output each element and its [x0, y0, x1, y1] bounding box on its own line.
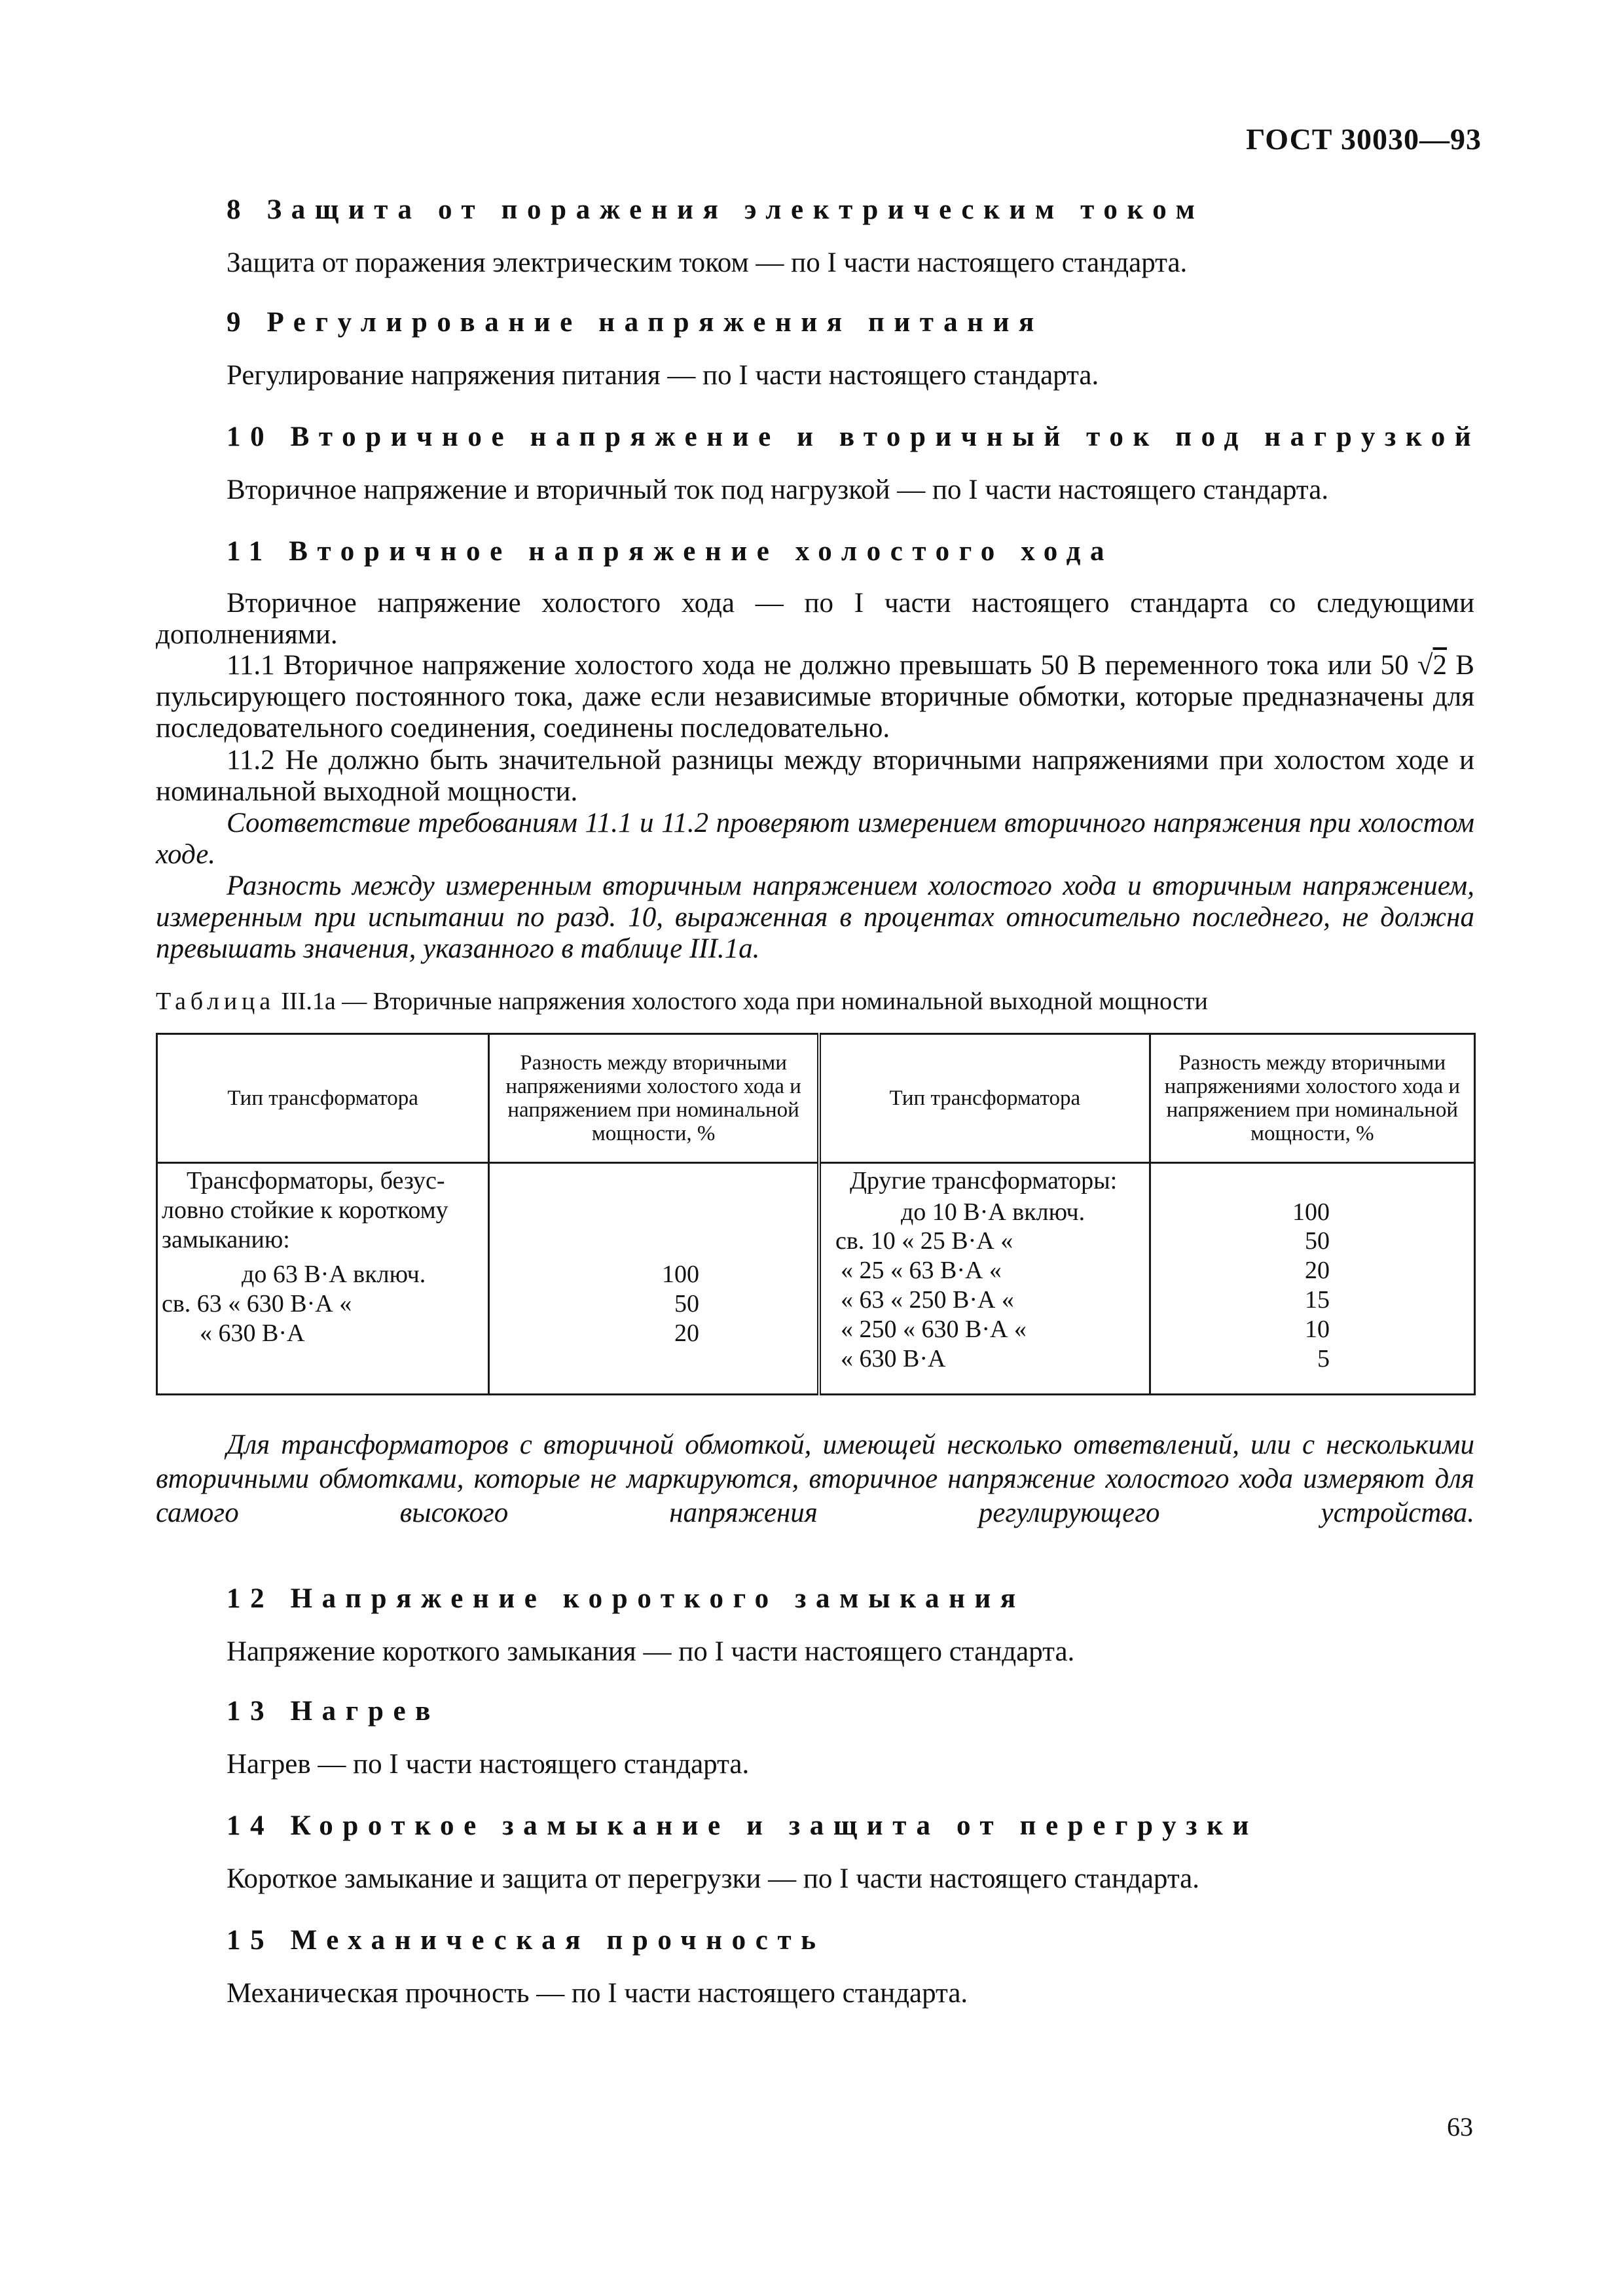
section-15-text: Механическая прочность — по I части настоящего стандарта.	[227, 1978, 968, 2009]
section-12-heading: 12 Напряжение короткого замыкания	[227, 1583, 1025, 1614]
left-types-content	[158, 1164, 488, 1393]
right-value-3: 20	[1305, 1257, 1330, 1284]
section-11-2: 11.2 Не должно быть значительной разницы между вторичными напряжениями при холостом ходе и номинальной выходной мощности.	[156, 745, 1474, 807]
section-11-intro: Вторичное напряжение холостого хода — по I части настоящего стандарта со следующими дополнениями.	[156, 588, 1474, 650]
right-range-4: « 63 « 250 В·А «	[840, 1286, 1014, 1314]
left-range-2: св. 63 « 630 В·А «	[162, 1290, 352, 1318]
section-10-text: Вторичное напряжение и вторичный ток под нагрузкой — по I части настоящего стандарта.	[227, 475, 1329, 505]
section-8-heading: 8 Защита от поражения электрическим током	[227, 194, 1205, 225]
section-11-heading: 11 Вторичное напряжение холостого хода	[227, 536, 1114, 567]
section-11-1-text-b: В пульсирующего постоянного тока, даже если независимые вторичные обмотки, которые предназначены для последовательного соединения, соединены последовательно.	[156, 650, 1474, 744]
voltage-table	[156, 1033, 1476, 1395]
section-10-heading: 10 Вторичное напряжение и вторичный ток под нагрузкой	[227, 422, 1481, 452]
table-header-type-left: Тип трансформатора	[157, 1034, 489, 1163]
right-value-4: 15	[1305, 1286, 1330, 1314]
table-caption-label: Таблица	[156, 988, 275, 1015]
right-range-3: « 25 « 63 В·А «	[840, 1257, 1002, 1284]
table-cell-left-values	[489, 1163, 819, 1395]
section-15-heading: 15 Механическая прочность	[227, 1925, 826, 1956]
page-number: 63	[1447, 2112, 1473, 2142]
table-body-row	[157, 1163, 1475, 1395]
table-note: Для трансформаторов с вторичной обмоткой, имеющей несколько ответвлений, или с несколькими вторичными обмотками, которые не маркируются, вторичное напряжение холостого хода измеряют для самого высокого напряжения регулирующего устройства.	[156, 1429, 1474, 1528]
table-cell-right-types	[819, 1163, 1150, 1395]
right-values-content	[1151, 1164, 1474, 1393]
left-type-line-1: Трансформаторы, безус-	[187, 1167, 445, 1194]
right-range-5: « 250 « 630 В·А «	[840, 1316, 1027, 1343]
section-8-text: Защита от поражения электрическим током — по I части настоящего стандарта.	[227, 247, 1188, 278]
right-value-5: 10	[1305, 1316, 1330, 1343]
left-value-1: 100	[661, 1261, 699, 1288]
left-value-2: 50	[674, 1290, 699, 1318]
right-range-1: до 10 В·А включ.	[900, 1198, 1085, 1226]
right-value-1: 100	[1292, 1198, 1330, 1226]
left-values-content	[490, 1164, 817, 1393]
table-header-diff-left: Разность между вторичными напряжениями холостого хода и напряжением при номинальной мощности, %	[489, 1034, 819, 1163]
table-cell-right-values	[1150, 1163, 1474, 1395]
table-header-row	[157, 1034, 1475, 1163]
right-types-content	[821, 1164, 1149, 1393]
document-header: ГОСТ 30030—93	[1246, 122, 1482, 156]
table-cell-left-types	[157, 1163, 489, 1395]
section-9-text: Регулирование напряжения питания — по I части настоящего стандарта.	[227, 360, 1099, 391]
table-header-type-right: Тип трансформатора	[819, 1034, 1150, 1163]
right-range-2: св. 10 « 25 В·А «	[835, 1227, 1013, 1255]
section-13-text: Нагрев — по I части настоящего стандарта.	[227, 1749, 750, 1780]
section-14-heading: 14 Короткое замыкание и защита от перегрузки	[227, 1810, 1258, 1841]
section-11-compliance: Соответствие требованиям 11.1 и 11.2 проверяют измерением вторичного напряжения при холостом ходе.	[156, 808, 1474, 870]
left-type-line-3: замыканию:	[162, 1226, 290, 1253]
section-11-1: 11.1 Вторичное напряжение холостого хода не должно превышать 50 В переменного тока или 50 √2 В пульсирующего постоянного тока, даже если независимые вторичные обмотки, которые предназначены для последовательного соединения, соединены последовательно.	[156, 650, 1474, 744]
sqrt-symbol: 2	[1432, 650, 1448, 681]
table-header-diff-right: Разность между вторичными напряжениями холостого хода и напряжением при номинальной мощности, %	[1150, 1034, 1474, 1163]
section-13-heading: 13 Нагрев	[227, 1696, 441, 1727]
section-11-difference: Разность между измеренным вторичным напряжением холостого хода и вторичным напряжением, измеренным при испытании по разд. 10, выраженная в процентах относительно последнего, не должна превышать значения, указанного в таблице III.1а.	[156, 870, 1474, 964]
section-14-text: Короткое замыкание и защита от перегрузки — по I части настоящего стандарта.	[227, 1863, 1200, 1894]
right-value-2: 50	[1305, 1227, 1330, 1255]
right-type-line-1: Другие трансформаторы:	[849, 1167, 1118, 1194]
section-9-heading: 9 Регулирование напряжения питания	[227, 307, 1044, 338]
left-range-1: до 63 В·А включ.	[242, 1261, 426, 1288]
section-11-1-text-a: 11.1 Вторичное напряжение холостого хода не должно превышать 50 В переменного тока или 50	[227, 650, 1417, 681]
table-caption-title: III.1а — Вторичные напряжения холостого хода при номинальной выходной мощности	[274, 988, 1208, 1015]
left-value-3: 20	[674, 1319, 699, 1347]
right-value-6: 5	[1317, 1345, 1330, 1372]
section-12-text: Напряжение короткого замыкания — по I части настоящего стандарта.	[227, 1636, 1075, 1667]
left-range-3: « 630 В·А	[200, 1319, 305, 1347]
right-range-6: « 630 В·А	[840, 1345, 946, 1372]
left-type-line-2: ловно стойкие к короткому	[162, 1196, 448, 1224]
table-caption	[156, 987, 1208, 1016]
